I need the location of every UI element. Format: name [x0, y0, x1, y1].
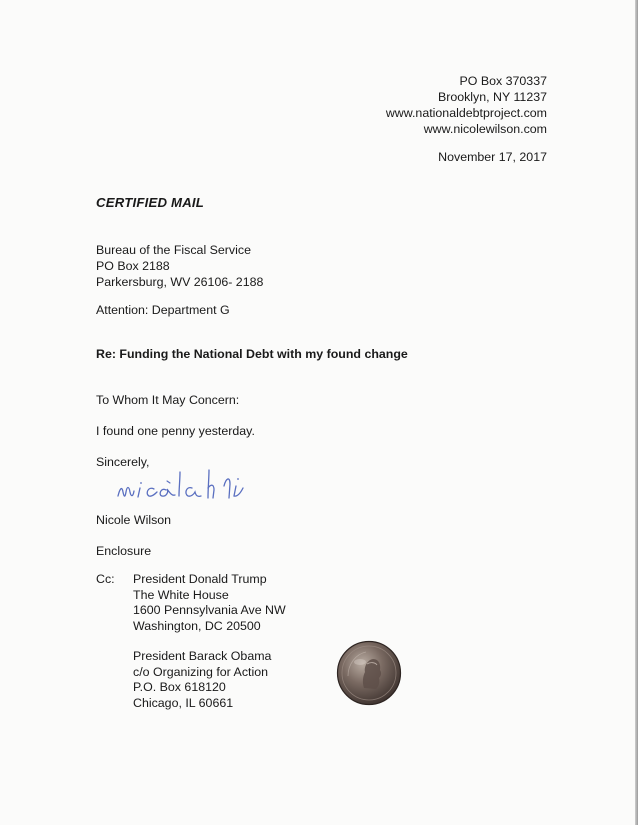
sender-name: Nicole Wilson: [96, 513, 172, 527]
cc-recipient: [133, 649, 271, 711]
cc-recipient-line: President Barack Obama: [133, 649, 272, 663]
closing: Sincerely,: [96, 455, 150, 469]
subject-line: Re: Funding the National Debt with my found change: [96, 347, 408, 361]
return-address-line: www.nationaldebtproject.com: [385, 106, 547, 120]
cc-recipient-line: President Donald Trump: [133, 572, 267, 586]
cc-recipient-line: c/o Organizing for Action: [133, 664, 268, 679]
letter-body: I found one penny yesterday.: [96, 424, 255, 438]
mail-type-heading: CERTIFIED MAIL: [96, 195, 205, 210]
recipient-line: PO Box 2188: [96, 259, 170, 273]
cc-recipient-line: The White House: [133, 587, 229, 602]
penny-coin-icon: [336, 640, 402, 706]
enclosure-note: Enclosure: [96, 544, 152, 558]
cc-recipient-line: Washington, DC 20500: [133, 618, 261, 633]
recipient-address: [96, 242, 263, 290]
letter-date: November 17, 2017: [438, 150, 547, 164]
attention-line: Attention: Department G: [96, 303, 230, 317]
return-address-line: PO Box 370337: [459, 74, 547, 88]
return-address-line: www.nicolewilson.com: [423, 122, 547, 136]
cc-recipient-line: 1600 Pennsylvania Ave NW: [133, 603, 286, 617]
cc-label: Cc:: [96, 572, 115, 586]
salutation: To Whom It May Concern:: [96, 393, 240, 407]
recipient-line: Bureau of the Fiscal Service: [96, 243, 251, 257]
cc-recipient: [133, 572, 286, 634]
cc-recipient-line: Chicago, IL 60661: [133, 695, 234, 710]
handwritten-signature-icon: [114, 466, 274, 506]
recipient-line: Parkersburg, WV 26106- 2188: [96, 275, 264, 289]
return-address: [386, 73, 547, 137]
return-address-line: Brooklyn, NY 11237: [437, 90, 547, 104]
cc-recipient-line: P.O. Box 618120: [133, 680, 226, 694]
